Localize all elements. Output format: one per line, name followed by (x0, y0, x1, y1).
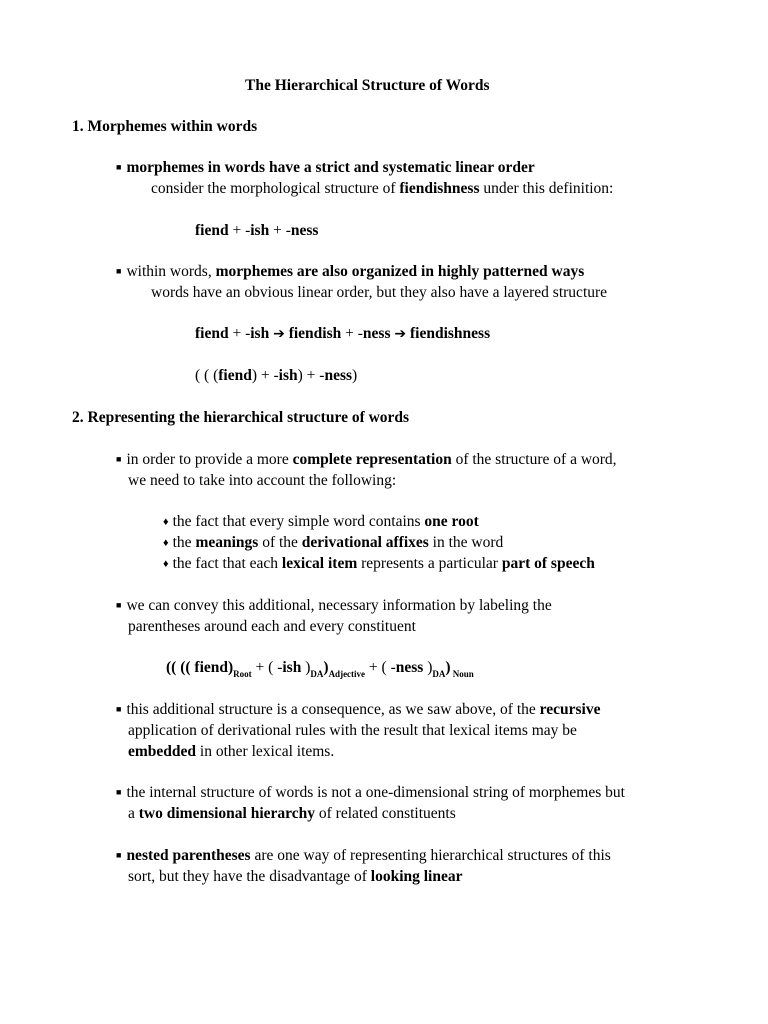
bullet-continuation: embedded in other lexical items. (128, 743, 335, 760)
square-bullet-icon: ■ (116, 162, 122, 172)
bullet-item: ■ morphemes in words have a strict and systematic linear order (116, 159, 535, 176)
diamond-bullet-icon: ♦ (163, 537, 169, 549)
page-title: The Hierarchical Structure of Words (245, 77, 490, 94)
bullet-continuation: application of derivational rules with the result that lexical items may be (128, 722, 577, 739)
arrow-right-icon: ➔ (394, 326, 407, 342)
diamond-item: ♦ the fact that each lexical item represents a particular part of speech (163, 555, 595, 572)
square-bullet-icon: ■ (116, 850, 122, 860)
section-1-heading: 1. Morphemes within words (72, 118, 258, 135)
diamond-item: ♦ the meanings of the derivational affixes in the word (163, 534, 504, 551)
example-labeled-brackets: (( (( $fiend)_{Root}$ + ( -ish )$_{DA})_{Adjective}$ + ( -ness )$_{DA}$) $_{Noun}$ (166, 659, 474, 679)
square-bullet-icon: ■ (116, 454, 122, 464)
diamond-item: ♦ the fact that every simple word contains one root (163, 513, 479, 530)
bullet-continuation: parentheses around each and every constituent (128, 618, 416, 635)
diamond-bullet-icon: ♦ (163, 558, 169, 570)
square-bullet-icon: ■ (116, 704, 122, 714)
diamond-bullet-icon: ♦ (163, 516, 169, 528)
bullet-item: ■ we can convey this additional, necessary information by labeling the (116, 597, 552, 614)
bullet-item: ■ this additional structure is a consequence, as we saw above, of the recursive (116, 701, 601, 718)
example-parentheses: ( ( (fiend) + -ish) + -ness) (195, 367, 358, 384)
bullet-subtext: consider the morphological structure of fiendishness under this definition: (151, 180, 614, 197)
bullet-item: ■ nested parentheses are one way of representing hierarchical structures of this (116, 847, 611, 864)
bullet-item: ■ within words, morphemes are also organized in highly patterned ways (116, 263, 585, 280)
arrow-right-icon: ➔ (273, 326, 285, 342)
bullet-subtext: words have an obvious linear order, but they also have a layered structure (151, 284, 608, 301)
square-bullet-icon: ■ (116, 266, 122, 276)
bullet-continuation: we need to take into account the following: (128, 472, 397, 489)
square-bullet-icon: ■ (116, 600, 122, 610)
section-2-heading: 2. Representing the hierarchical structure of words (72, 409, 410, 426)
bullet-item: ■ the internal structure of words is not a one-dimensional string of morphemes but (116, 784, 625, 801)
example-linear: fiend + -ish + -ness (195, 222, 319, 239)
bullet-continuation: a two dimensional hierarchy of related constituents (128, 805, 456, 822)
square-bullet-icon: ■ (116, 787, 122, 797)
example-derivation: fiend + -ish ➔ fiendish + -ness ➔ fiendishness (195, 325, 491, 342)
bullet-item: ■ in order to provide a more complete representation of the structure of a word, (116, 451, 617, 468)
bullet-continuation: sort, but they have the disadvantage of looking linear (128, 868, 463, 885)
